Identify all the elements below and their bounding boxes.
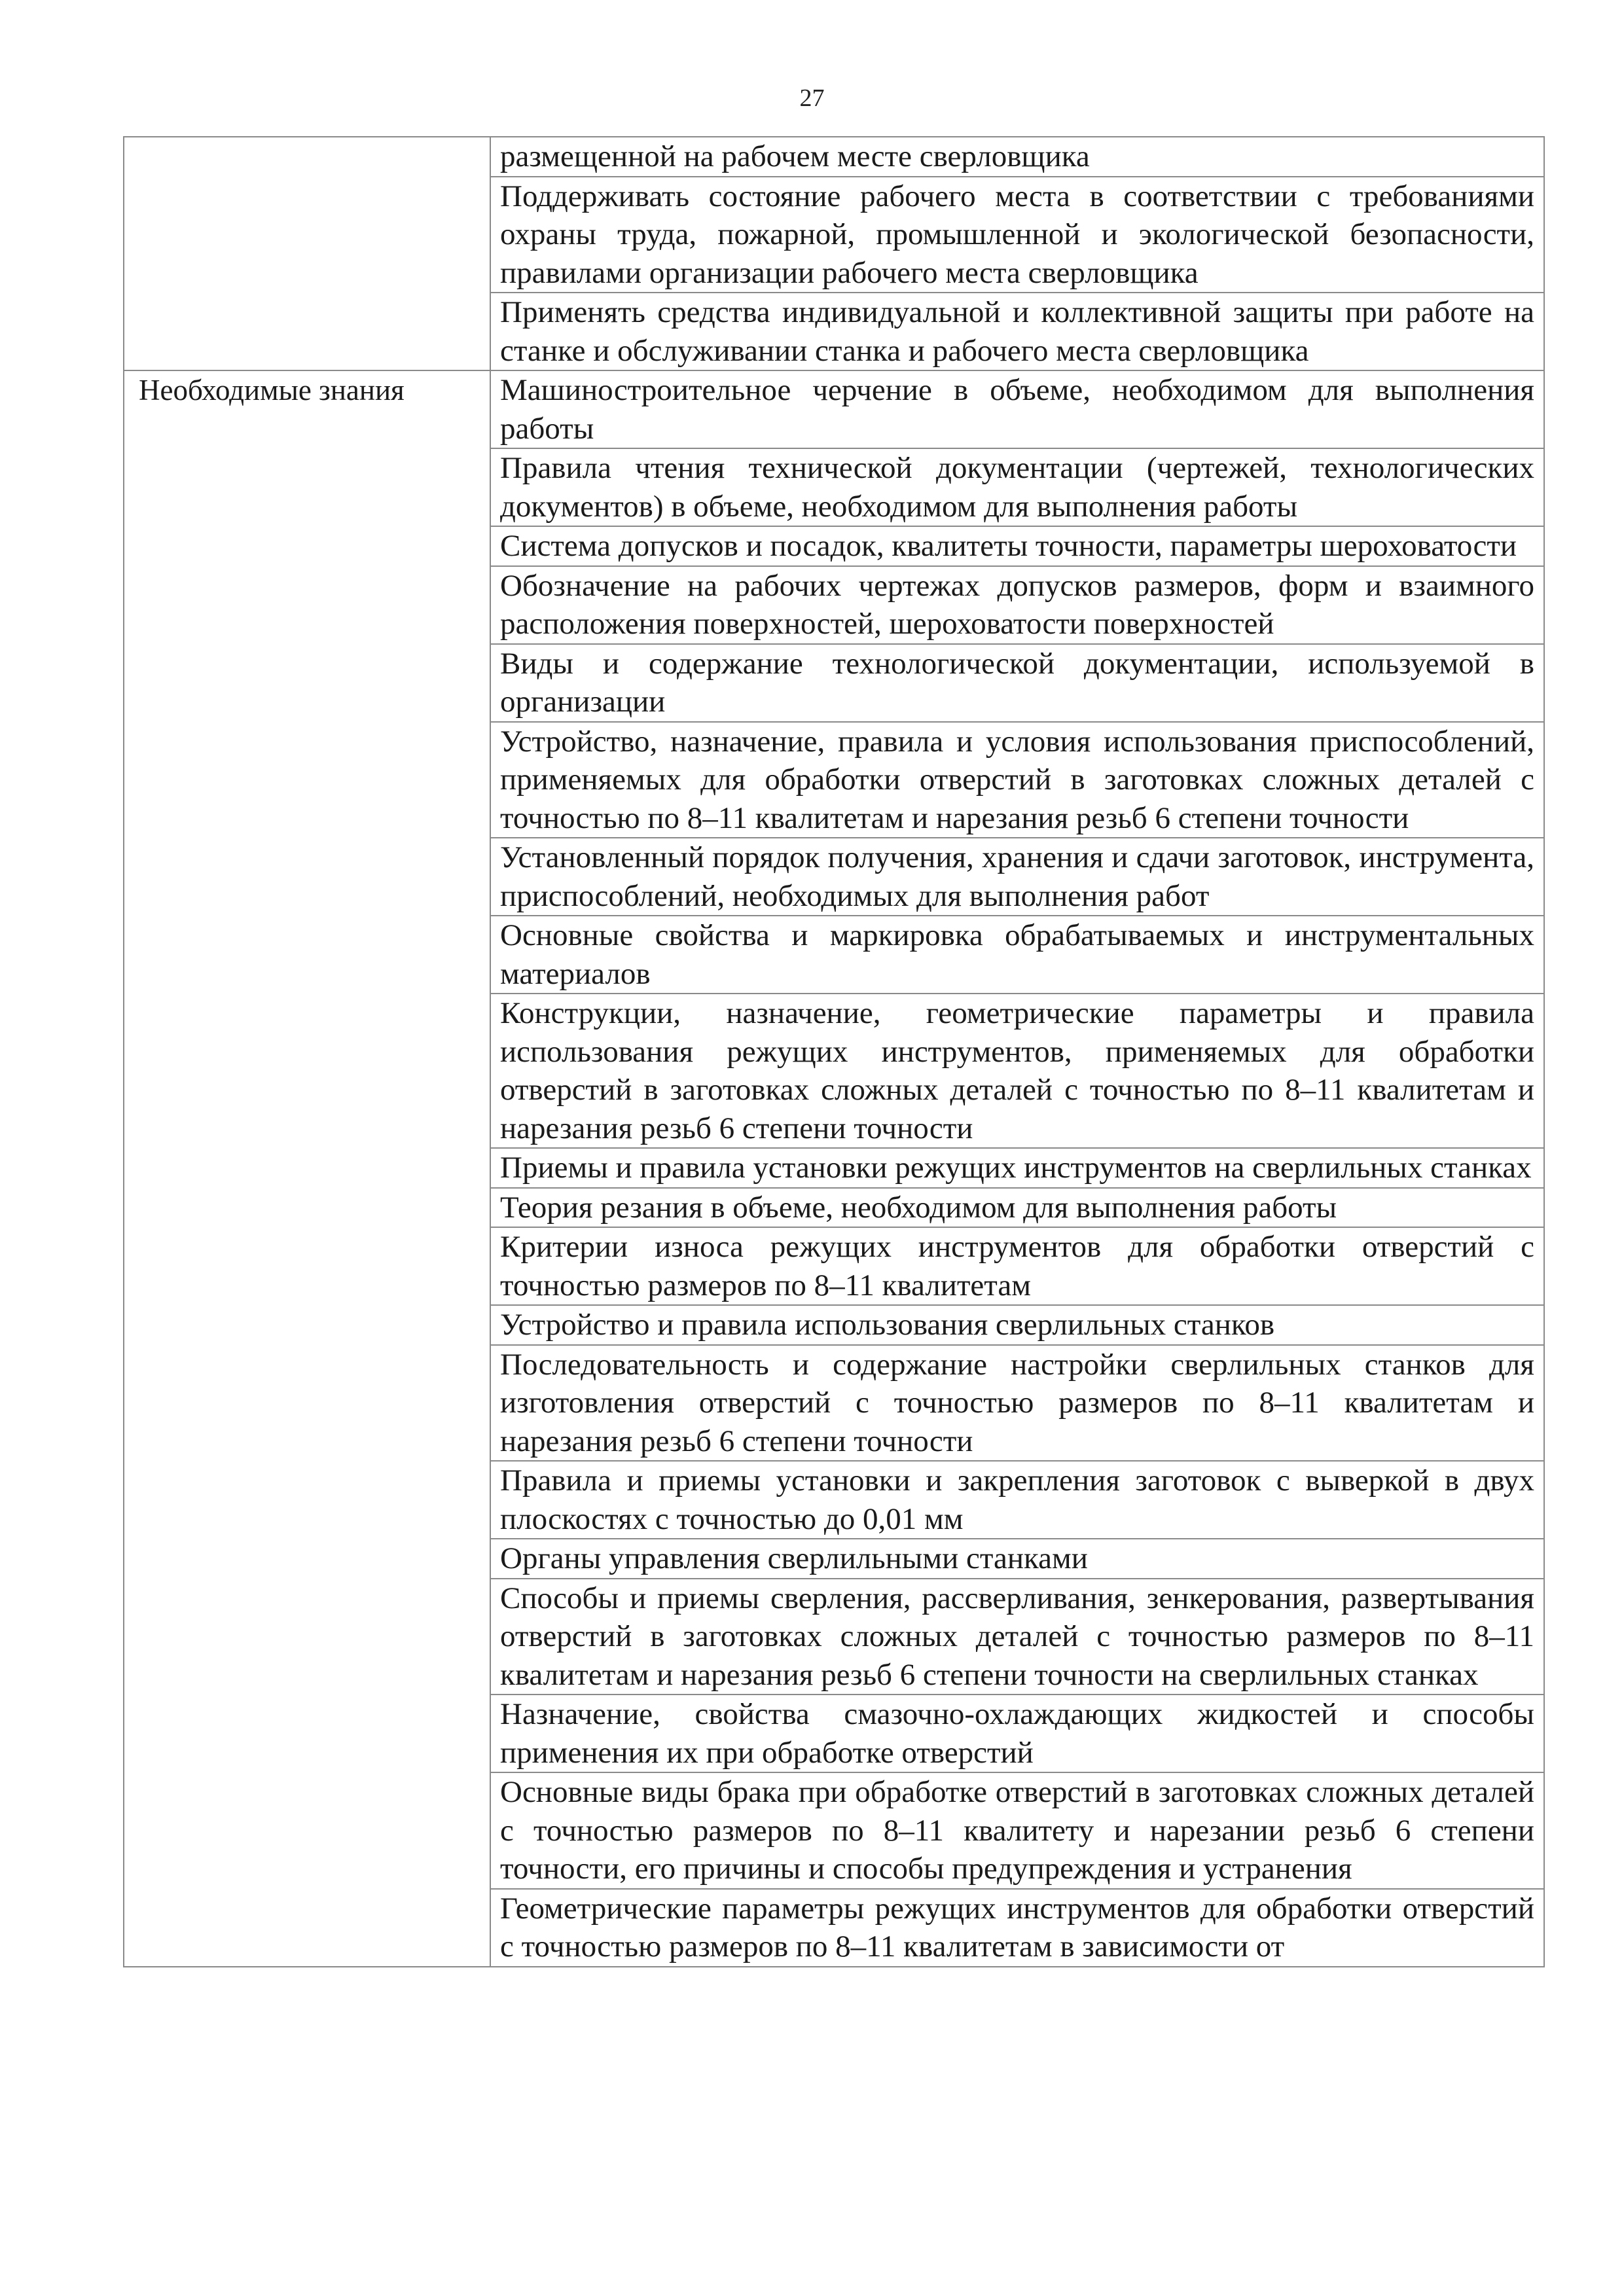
table-row bbox=[124, 137, 1544, 177]
knowledge-item: Основные свойства и маркировка обрабатываемых и инструментальных материалов bbox=[490, 916, 1544, 994]
knowledge-item: Конструкции, назначение, геометрические параметры и правила использования режущих инструментов, применяемых для обработки отверстий в заготовках сложных деталей с точностью по 8–11 квалитетам и нарезания резьб 6 степени точности bbox=[490, 994, 1544, 1148]
knowledge-label-cell: Необходимые знания bbox=[124, 370, 490, 1967]
knowledge-item: Установленный порядок получения, хранения и сдачи заготовок, инструмента, приспособлений, необходимых для выполнения работ bbox=[490, 838, 1544, 916]
skill-item: Поддерживать состояние рабочего места в соответствии с требованиями охраны труда, пожарной, промышленной и экологической безопасности, правилами организации рабочего места сверловщика bbox=[490, 177, 1544, 293]
knowledge-item: Виды и содержание технологической документации, используемой в организации bbox=[490, 644, 1544, 722]
knowledge-item: Правила чтения технической документации (чертежей, технологических документов) в объеме, необходимом для выполнения работы bbox=[490, 448, 1544, 526]
knowledge-item: Последовательность и содержание настройки сверлильных станков для изготовления отверстий с точностью размеров по 8–11 квалитетам и нарезания резьб 6 степени точности bbox=[490, 1345, 1544, 1462]
knowledge-item: Теория резания в объеме, необходимом для выполнения работы bbox=[490, 1188, 1544, 1228]
knowledge-item: Устройство, назначение, правила и условия использования приспособлений, применяемых для обработки отверстий в заготовках сложных деталей с точностью по 8–11 квалитетам и нарезания резьб 6 степени точности bbox=[490, 722, 1544, 838]
requirements-table bbox=[123, 136, 1545, 1967]
knowledge-item: Критерии износа режущих инструментов для обработки отверстий с точностью размеров по 8–11 квалитетам bbox=[490, 1227, 1544, 1305]
page-number: 27 bbox=[799, 84, 825, 112]
knowledge-item: Основные виды брака при обработке отверстий в заготовках сложных деталей с точностью размеров по 8–11 квалитету и нарезании резьб 6 степени точности, его причины и способы предупреждения и устранения bbox=[490, 1772, 1544, 1889]
skills-label-cell bbox=[124, 137, 490, 370]
knowledge-item: Правила и приемы установки и закрепления заготовок с выверкой в двух плоскостях с точностью до 0,01 мм bbox=[490, 1461, 1544, 1539]
knowledge-item: Приемы и правила установки режущих инструментов на сверлильных станках bbox=[490, 1148, 1544, 1188]
table-body bbox=[124, 137, 1544, 1967]
knowledge-item: Способы и приемы сверления, рассверливания, зенкерования, развертывания отверстий в заготовках сложных деталей с точностью размеров по 8–11 квалитетам и нарезания резьб 6 степени точности на сверлильных станках bbox=[490, 1579, 1544, 1695]
knowledge-item: Обозначение на рабочих чертежах допусков размеров, форм и взаимного расположения поверхностей, шероховатости поверхностей bbox=[490, 566, 1544, 644]
skill-item: Применять средства индивидуальной и коллективной защиты при работе на станке и обслуживании станка и рабочего места сверловщика bbox=[490, 293, 1544, 370]
knowledge-item: Геометрические параметры режущих инструментов для обработки отверстий с точностью размеров по 8–11 квалитетам в зависимости от bbox=[490, 1889, 1544, 1967]
knowledge-item: Система допусков и посадок, квалитеты точности, параметры шероховатости bbox=[490, 526, 1544, 566]
table-row bbox=[124, 370, 1544, 448]
knowledge-item: Органы управления сверлильными станками bbox=[490, 1539, 1544, 1579]
knowledge-item: Устройство и правила использования сверлильных станков bbox=[490, 1305, 1544, 1345]
knowledge-item: Назначение, свойства смазочно-охлаждающих жидкостей и способы применения их при обработке отверстий bbox=[490, 1695, 1544, 1772]
skill-item: размещенной на рабочем месте сверловщика bbox=[490, 137, 1544, 177]
knowledge-item: Машиностроительное черчение в объеме, необходимом для выполнения работы bbox=[490, 370, 1544, 448]
